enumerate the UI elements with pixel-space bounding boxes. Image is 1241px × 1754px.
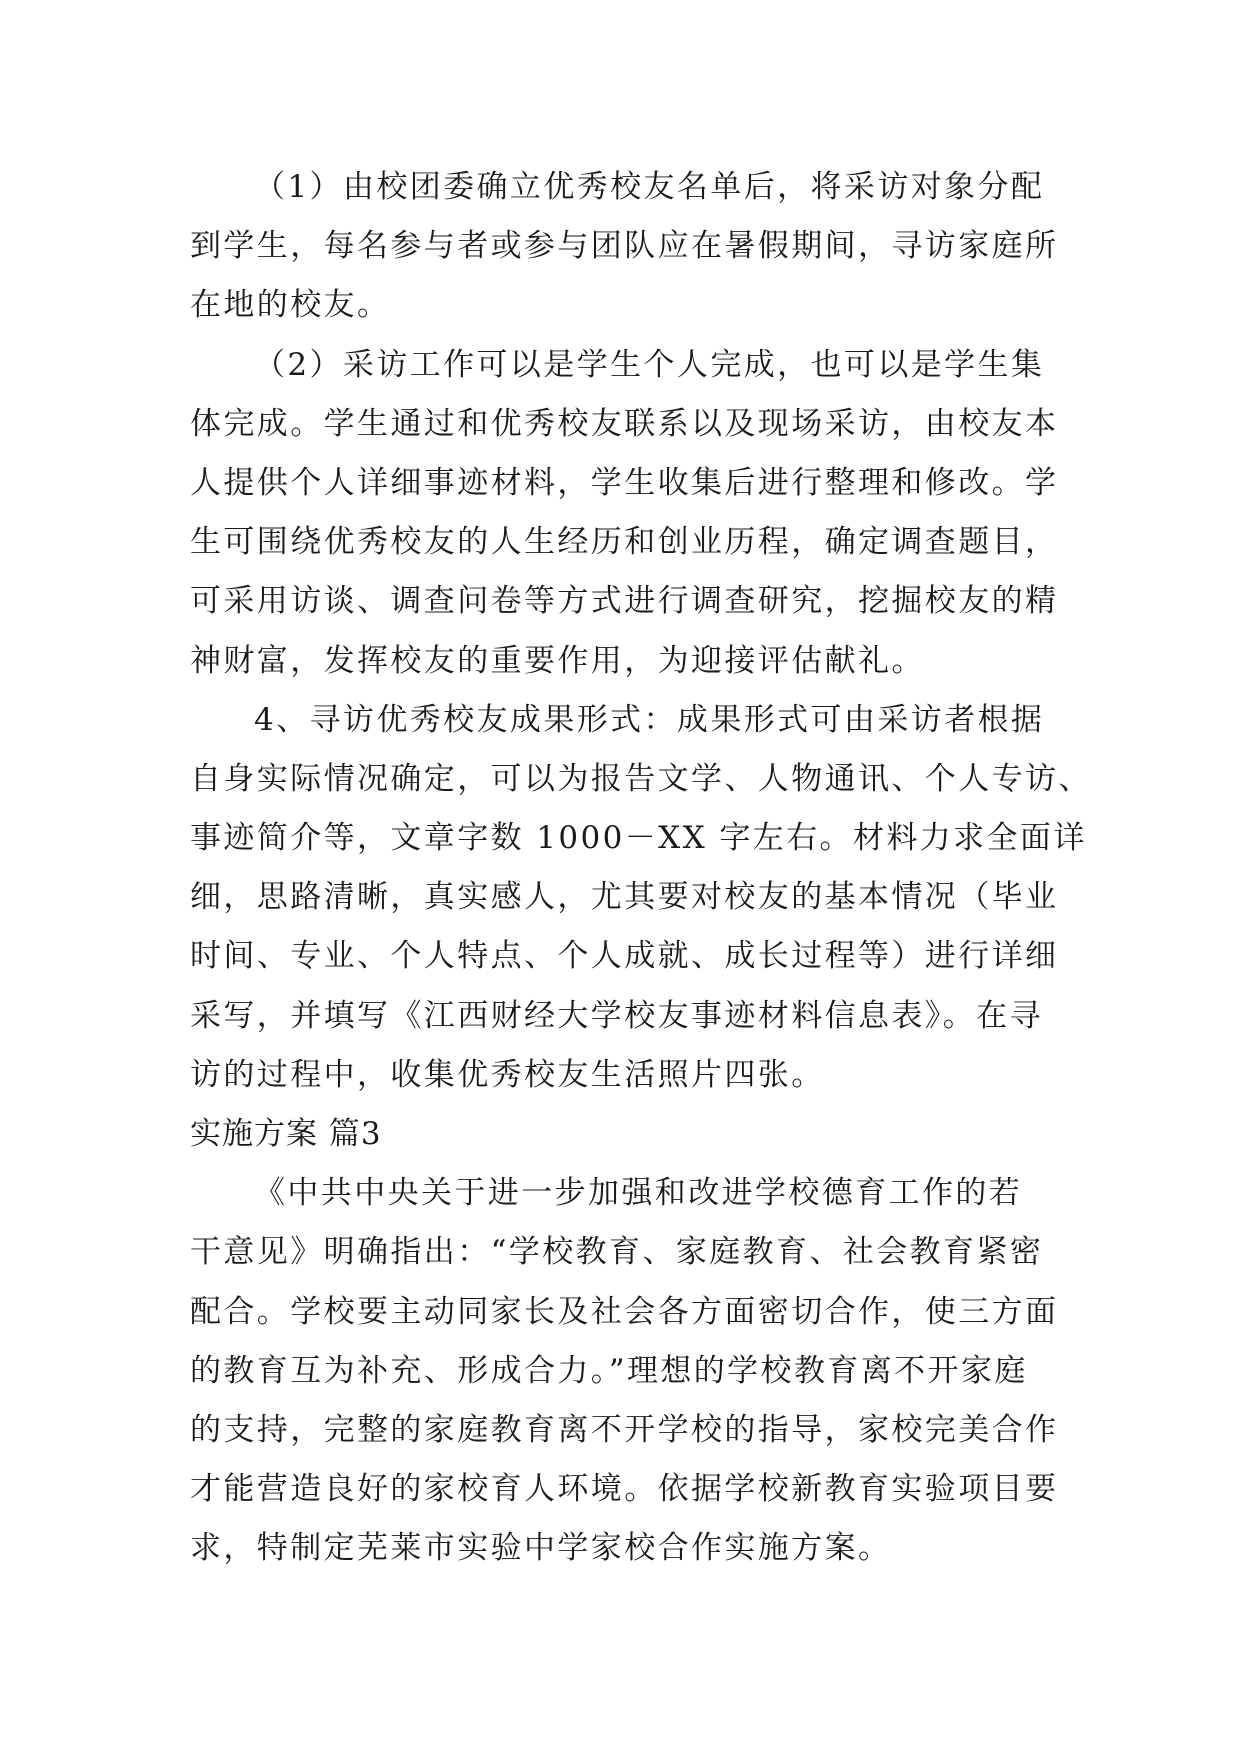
text-line: 求，特制定芜莱市实验中学家校合作实施方案。 <box>190 1530 892 1567</box>
text-line: 4、寻访优秀校友成果形式：成果形式可由采访者根据 <box>254 701 1045 738</box>
text-line: 体完成。学生通过和优秀校友联系以及现场采访，由校友本 <box>190 405 1059 442</box>
text-line: 可采用访谈、调查问卷等方式进行调查研究，挖掘校友的精 <box>190 583 1059 620</box>
document-body <box>190 158 1092 1579</box>
text-line: （1）由校团委确立优秀校友名单后，将采访对象分配 <box>254 169 1045 205</box>
text-line: 的教育互为补充、形成合力。”理想的学校教育离不开家庭 <box>190 1352 1028 1389</box>
text-line: 访的过程中，收集优秀校友生活照片四张。 <box>190 1056 825 1093</box>
text-line: 配合。学校要主动同家长及社会各方面密切合作，使三方面 <box>190 1293 1059 1330</box>
text-line: 神财富，发挥校友的重要作用，为迎接评估献礼。 <box>190 642 925 679</box>
text-line: 自身实际情况确定，可以为报告文学、人物通讯、个人专访、 <box>190 760 1092 797</box>
text-line: 到学生，每名参与者或参与团队应在暑假期间，寻访家庭所 <box>190 228 1059 265</box>
text-line: 细，思路清晰，真实感人，尤其要对校友的基本情况（毕业 <box>190 879 1059 916</box>
text-line: 《中共中央关于进一步加强和改进学校德育工作的若 <box>254 1175 1023 1212</box>
text-line: 干意见》明确指出：“学校教育、家庭教育、社会教育紧密 <box>190 1234 1044 1271</box>
text-line: 采写，并填写《江西财经大学校友事迹材料信息表》。在寻 <box>190 997 1043 1034</box>
text-line: 才能营造良好的家校育人环境。依据学校新教育实验项目要 <box>190 1471 1059 1508</box>
text-line: （2）采访工作可以是学生个人完成，也可以是学生集 <box>254 346 1045 383</box>
section-heading: 实施方案 篇3 <box>190 1116 382 1152</box>
text-line: 的支持，完整的家庭教育离不开学校的指导，家校完美合作 <box>190 1411 1059 1448</box>
text-line: 生可围绕优秀校友的人生经历和创业历程，确定调查题目， <box>190 524 1059 561</box>
text-line: 事迹简介等，文章字数 1000－XX 字左右。材料力求全面详 <box>190 820 1087 857</box>
text-line: 人提供个人详细事迹材料，学生收集后进行整理和修改。学 <box>190 464 1059 501</box>
text-line: 在地的校友。 <box>190 287 391 324</box>
text-line: 时间、专业、个人特点、个人成就、成长过程等）进行详细 <box>190 938 1059 975</box>
